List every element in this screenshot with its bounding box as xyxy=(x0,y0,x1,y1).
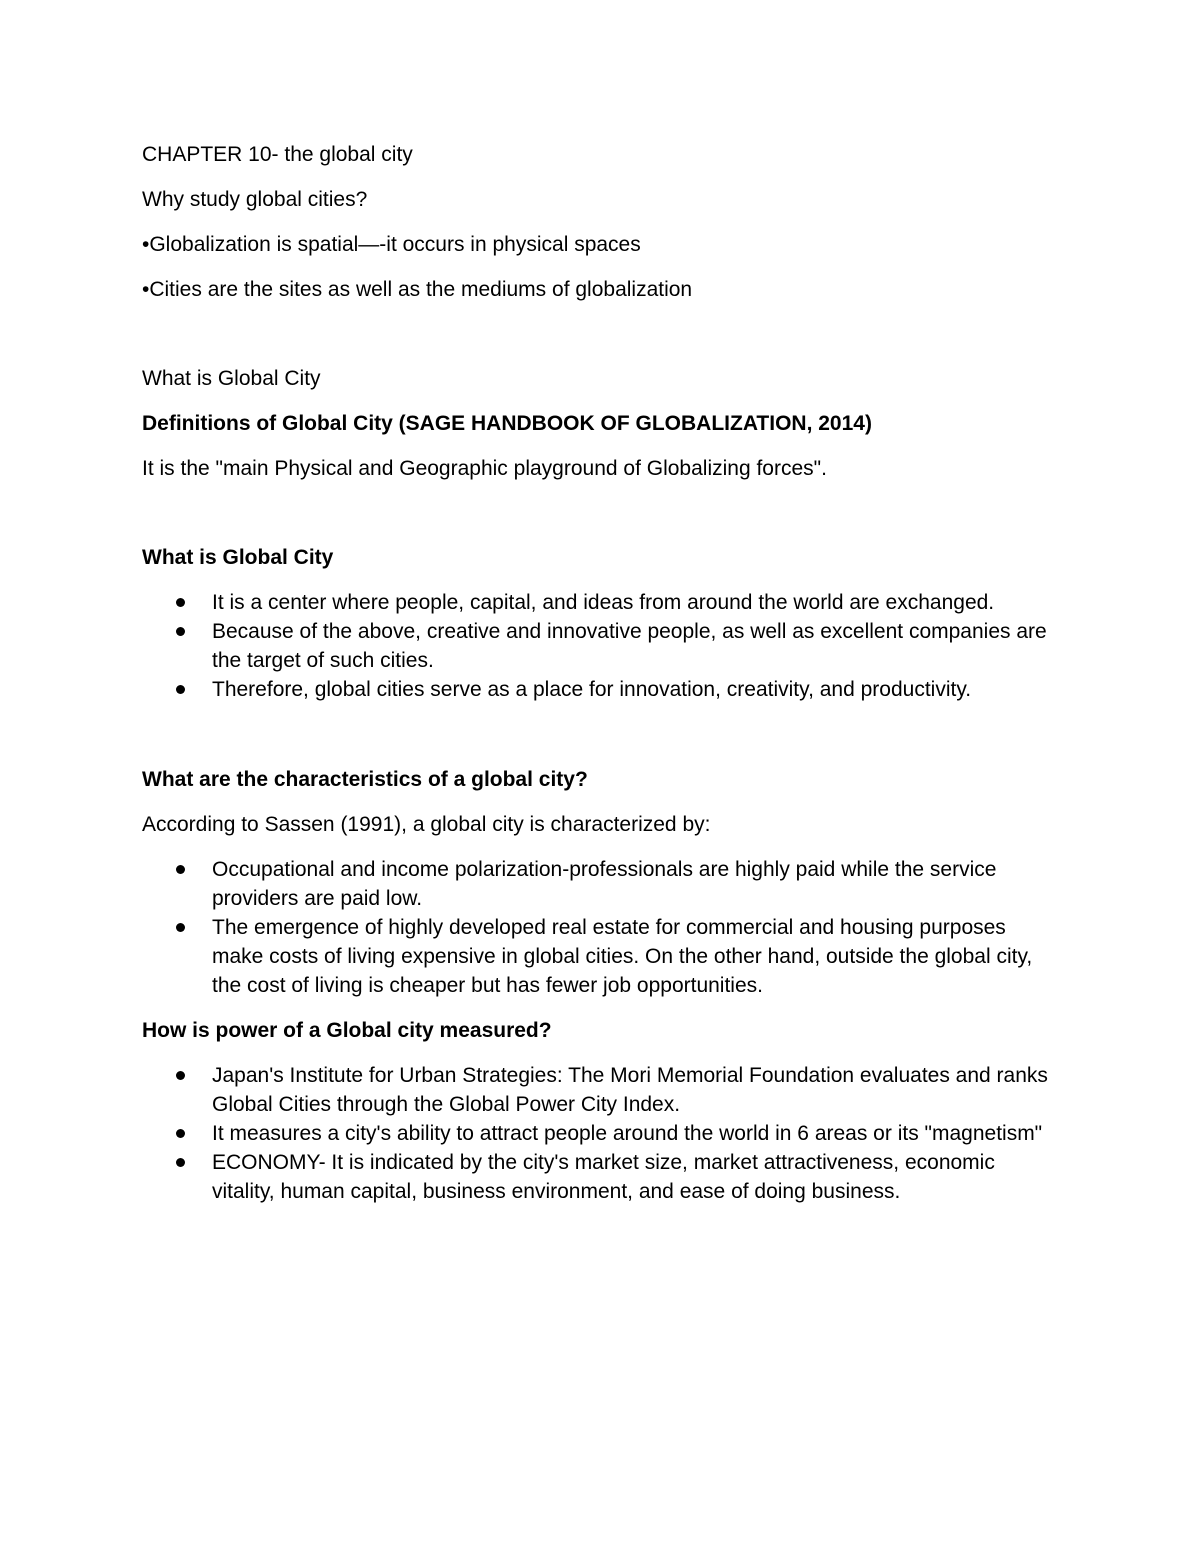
chapter-title: CHAPTER 10- the global city xyxy=(142,143,413,166)
bullet-icon xyxy=(176,685,185,694)
why-point: •Globalization is spatial—-it occurs in physical spaces xyxy=(142,233,641,256)
why-heading: Why study global cities? xyxy=(142,188,368,211)
list-item: Japan's Institute for Urban Strategies: The Mori Memorial Foundation evaluates and ranks Global Cities through the Global Power City Index. xyxy=(142,1061,1062,1119)
list-item: ECONOMY- It is indicated by the city's market size, market attractiveness, economic vitality, human capital, business environment, and ease of doing business. xyxy=(142,1148,1062,1206)
list-item: Because of the above, creative and innovative people, as well as excellent companies are the target of such cities. xyxy=(142,617,1062,675)
what-is-plain-heading: What is Global City xyxy=(142,367,321,390)
characteristics-intro: According to Sassen (1991), a global city is characterized by: xyxy=(142,813,711,836)
list-item: It measures a city's ability to attract people around the world in 6 areas or its "magnetism" xyxy=(142,1119,1062,1148)
characteristics-list xyxy=(142,855,1062,1000)
bullet-icon xyxy=(176,865,185,874)
what-is-heading: What is Global City xyxy=(142,546,334,569)
why-point: •Cities are the sites as well as the mediums of globalization xyxy=(142,278,693,301)
characteristics-heading: What are the characteristics of a global city? xyxy=(142,768,588,791)
power-list xyxy=(142,1061,1062,1206)
what-is-list xyxy=(142,588,1062,704)
definitions-heading: Definitions of Global City (SAGE HANDBOOK OF GLOBALIZATION, 2014) xyxy=(142,412,872,435)
power-heading: How is power of a Global city measured? xyxy=(142,1019,552,1042)
bullet-icon xyxy=(176,1129,185,1138)
bullet-icon xyxy=(176,923,185,932)
list-item: The emergence of highly developed real estate for commercial and housing purposes make costs of living expensive in global cities. On the other hand, outside the global city, the cost of living is cheaper but has fewer job opportunities. xyxy=(142,913,1062,1000)
definition-text: It is the "main Physical and Geographic playground of Globalizing forces". xyxy=(142,457,827,480)
list-item: Occupational and income polarization-professionals are highly paid while the service providers are paid low. xyxy=(142,855,1062,913)
document-page xyxy=(142,140,1062,1206)
bullet-icon xyxy=(176,1158,185,1167)
bullet-icon xyxy=(176,598,185,607)
list-item: It is a center where people, capital, and ideas from around the world are exchanged. xyxy=(142,588,1062,617)
bullet-icon xyxy=(176,1071,185,1080)
list-item: Therefore, global cities serve as a place for innovation, creativity, and productivity. xyxy=(142,675,1062,704)
bullet-icon xyxy=(176,627,185,636)
